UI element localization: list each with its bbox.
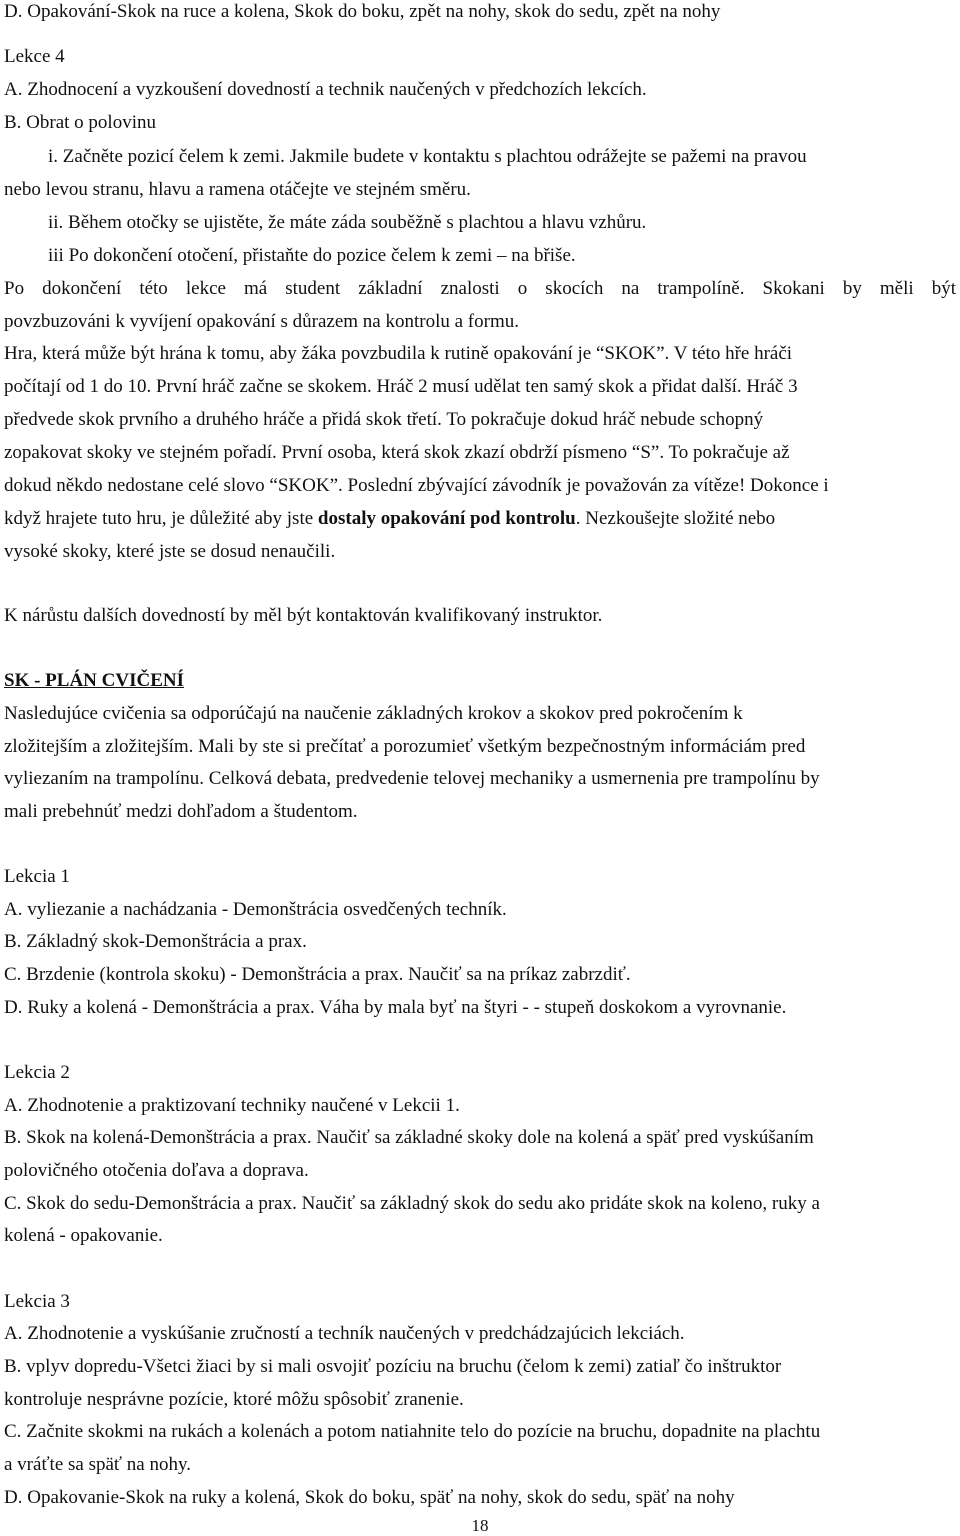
lekcia3-item-c-line1: C. Začnite skokmi na rukách a kolenách a potom natiahnite telo do pozície na bruchu, dopadnite na plachtu bbox=[4, 1421, 821, 1442]
lekcia1-item-c: C. Brzdenie (kontrola skoku) - Demonštrácia a prax. Naučiť sa na príkaz zabrzdiť. bbox=[4, 964, 631, 985]
game-line6 bbox=[4, 507, 775, 531]
step-iii: iii Po dokončení otočení, přistaňte do pozice čelem k zemi – na břiše. bbox=[48, 245, 576, 266]
conclusion-line2: povzbuzováni k vyvíjení opakování s důrazem na kontrolu a formu. bbox=[4, 311, 519, 332]
lekcia3-item-c-line2: a vráťte sa späť na nohy. bbox=[4, 1454, 191, 1475]
lekcia2-item-a: A. Zhodnotenie a praktizovaní techniky naučené v Lekcii 1. bbox=[4, 1095, 460, 1116]
game-line6-emphasis: dostaly opakování pod kontrolu bbox=[317, 508, 576, 529]
step-ii: ii. Během otočky se ujistěte, že máte záda souběžně s plachtou a hlavu vzhůru. bbox=[48, 212, 647, 233]
lekcia2-item-c-line1: C. Skok do sedu-Demonštrácia a prax. Naučiť sa základný skok do sedu ako pridáte skok na koleno, ruky a bbox=[4, 1193, 820, 1214]
step-i-line2: nebo levou stranu, hlavu a ramena otáčejte ve stejném směru. bbox=[4, 179, 471, 200]
intro-line2: zložitejším a zložitejším. Mali by ste si prečítať a porozumieť všetkým bezpečnostným informáciám pred bbox=[4, 736, 806, 757]
game-line4: zopakovat skoky ve stejném pořadí. První osoba, která skok zkazí obdrží písmeno “S”. To pokračuje až bbox=[4, 442, 790, 463]
lekcia3-item-b-line2: kontroluje nesprávne pozície, ktoré môžu spôsobiť zranenie. bbox=[4, 1389, 464, 1410]
lesson4-item-a: A. Zhodnocení a vyzkoušení dovedností a technik naučených v předchozích lekcích. bbox=[4, 79, 647, 100]
game-line2: počítají od 1 do 10. První hráč začne se skokem. Hráč 2 musí udělat ten samý skok a přidat další. Hráč 3 bbox=[4, 376, 798, 397]
page-number: 18 bbox=[471, 1516, 489, 1535]
game-line6-pre: když hrajete tuto hru, je důležité aby jste bbox=[4, 508, 318, 529]
game-line3: předvede skok prvního a druhého hráče a přidá skok třetí. To pokračuje dokud hráč nebude schopný bbox=[4, 409, 764, 430]
lekcia1-item-a: A. vyliezanie a nachádzania - Demonštrácia osvedčených techník. bbox=[4, 899, 507, 920]
lekcia2-item-b-line2: polovičného otočenia doľava a doprava. bbox=[4, 1160, 309, 1181]
intro-line3: vyliezaním na trampolínu. Celková debata, predvedenie telovej mechaniky a usmernenia pre trampolínu by bbox=[4, 768, 820, 789]
lekcia1-item-b: B. Základný skok-Demonštrácia a prax. bbox=[4, 931, 307, 952]
intro-line1: Nasledujúce cvičenia sa odporúčajú na naučenie základných krokov a skokov pred pokročením k bbox=[4, 703, 743, 724]
step-i-line1: i. Začněte pozicí čelem k zemi. Jakmile budete v kontaktu s plachtou odrážejte se pažemi na pravou bbox=[48, 146, 807, 167]
lekcia2-item-c-line2: kolená - opakovanie. bbox=[4, 1225, 163, 1246]
game-line7: vysoké skoky, které jste se dosud nenaučili. bbox=[4, 541, 336, 562]
section-heading: SK - PLÁN CVIČENÍ bbox=[4, 670, 184, 691]
lekcia2-title: Lekcia 2 bbox=[4, 1062, 70, 1083]
lekcia3-item-b-line1: B. vplyv dopredu-Všetci žiaci by si mali osvojiť pozíciu na bruchu (čelom k zemi) zatiaľ čo inštruktor bbox=[4, 1356, 782, 1377]
game-line1: Hra, která může být hrána k tomu, aby žáka povzbudila k rutině opakování je “SKOK”. V této hře hráči bbox=[4, 343, 793, 364]
game-line5: dokud někdo nedostane celé slovo “SKOK”. Poslední zbývající závodník je považován za vítěze! Dokonce i bbox=[4, 475, 829, 496]
lekcia1-title: Lekcia 1 bbox=[4, 866, 70, 887]
lekcia3-item-d: D. Opakovanie-Skok na ruky a kolená, Skok do boku, späť na nohy, skok do sedu, späť na nohy bbox=[4, 1487, 735, 1508]
lekcia3-item-a: A. Zhodnotenie a vyskúšanie zručností a techník naučených v predchádzajúcich lekciách. bbox=[4, 1323, 685, 1344]
game-line6-post: . Nezkoušejte složité nebo bbox=[575, 508, 776, 529]
lesson3-item-d: D. Opakování-Skok na ruce a kolena, Skok do boku, zpět na nohy, skok do sedu, zpět na nohy bbox=[4, 1, 721, 22]
lesson4-title: Lekce 4 bbox=[4, 46, 65, 67]
conclusion-line1: Po dokončení této lekce má student základní znalosti o skocích na trampolíně. Skokani by měli být bbox=[4, 278, 956, 299]
lekcia3-title: Lekcia 3 bbox=[4, 1291, 70, 1312]
lekcia1-item-d: D. Ruky a kolená - Demonštrácia a prax. Váha by mala byť na štyri - - stupeň doskokom a vyrovnanie. bbox=[4, 997, 787, 1018]
instructor-note: K nárůstu dalších dovedností by měl být kontaktován kvalifikovaný instruktor. bbox=[4, 605, 603, 626]
lesson4-item-b: B. Obrat o polovinu bbox=[4, 112, 156, 133]
intro-line4: mali prebehnúť medzi dohľadom a študentom. bbox=[4, 801, 358, 822]
lekcia2-item-b-line1: B. Skok na kolená-Demonštrácia a prax. Naučiť sa základné skoky dole na kolená a späť pred vyskúšaním bbox=[4, 1127, 814, 1148]
